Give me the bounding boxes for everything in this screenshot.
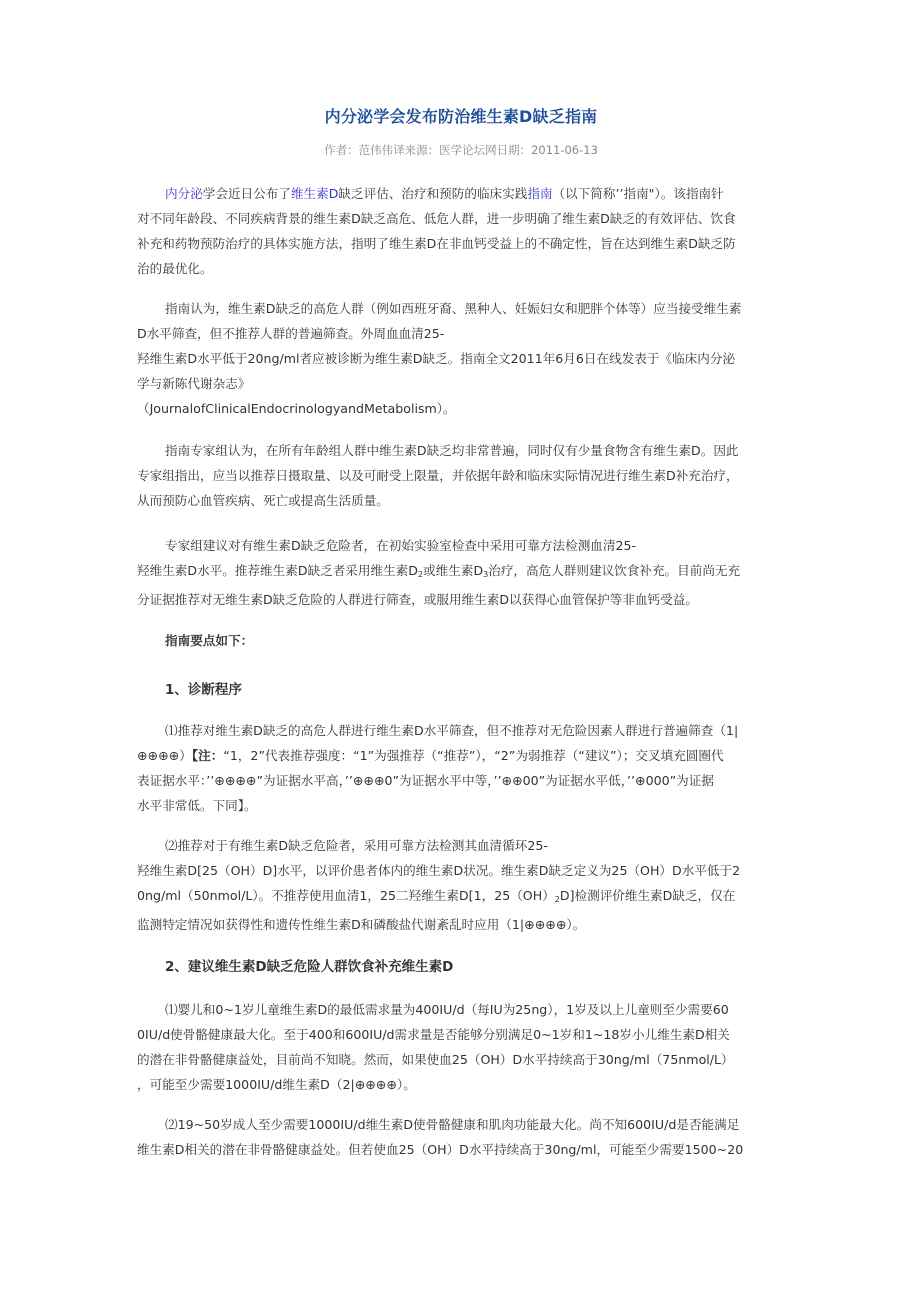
subscript: 2: [554, 895, 560, 904]
paragraph-line: 专家组指出，应当以推荐日摄取量、以及可耐受上限量，并依据年龄和临床实际情况进行维生素D补充治疗，: [137, 468, 739, 483]
text-span: “1，2”代表推荐强度：“1”为强推荐（“推荐”），“2”为弱推荐（“建议”）；交叉填充圆圈代: [223, 748, 724, 763]
paragraph-line: ⑴推荐对维生素D缺乏的高危人群进行维生素D水平筛查，但不推荐对无危险因素人群进行普遍筛查（1|: [165, 723, 739, 738]
paragraph-line: 分证据推荐对无维生素D缺乏危险的人群进行筛查，或服用维生素D以获得心血管保护等非血钙受益。: [137, 592, 698, 607]
paragraph-line: 补充和药物预防治疗的具体实施方法，指明了维生素D在非血钙受益上的不确定性，旨在达到维生素D缺乏防: [137, 236, 736, 251]
link-guideline[interactable]: 指南: [527, 186, 553, 201]
expert-view-paragraph: [137, 438, 785, 513]
paragraph-line: 监测特定情况如获得性和遗传性维生素D和磷酸盐代谢紊乱时应用（1|⊕⊕⊕⊕）。: [137, 917, 586, 932]
paragraph-line: 专家组建议对有维生素D缺乏危险者，在初始实验室检查中采用可靠方法检测血清25-: [165, 538, 637, 553]
text-span: 学会近日公布了: [202, 186, 291, 201]
text-span: （以下简称’’指南"）。该指南针: [552, 186, 724, 201]
paragraph-line: 0IU/d使骨骼健康最大化。至于400和600IU/d需求量是否能够分别满足0~1岁和1~18岁小儿维生素D相关: [137, 1027, 730, 1042]
subscript: 3: [483, 570, 489, 579]
paragraph-line: 指南专家组认为，在所有年龄组人群中维生素D缺乏均非常普遍，同时仅有少量食物含有维生素D。因此: [165, 443, 739, 458]
subscript: 2: [417, 570, 424, 579]
paragraph-line: ⑵推荐对于有维生素D缺乏危险者，采用可靠方法检测其血清循环25-: [165, 838, 548, 853]
paragraph-line: 对不同年龄段、不同疾病背景的维生素D缺乏高危、低危人群，进一步明确了维生素D缺乏的有效评估、饮食: [137, 211, 736, 226]
paragraph-line: 的潜在非骨骼健康益处，目前尚不知晓。然而，如果使血25（OH）D水平持续高于30ng/ml（75nmol/L）: [137, 1052, 734, 1067]
paragraph-line: 羟维生素D[25（OH）D]水平，以评价患者体内的维生素D状况。维生素D缺乏定义为25（OH）D水平低于2: [137, 863, 741, 878]
section-1-item-2: [137, 833, 785, 937]
text-span: D]检测评价维生素D缺乏，仅在: [559, 888, 736, 903]
paragraph-line: 水平非常低。下同】。: [137, 798, 257, 813]
text-span: ⊕⊕⊕⊕）: [137, 748, 192, 763]
paragraph-line: 维生素D相关的潜在非骨骼健康益处。但若使血25（OH）D水平持续高于30ng/ml，可能至少需要1500~20: [137, 1142, 744, 1157]
paragraph-line: （JournalofClinicalEndocrinologyandMetabolism）。: [137, 401, 456, 416]
section-1-heading: 1、诊断程序: [165, 682, 242, 698]
recommendation-paragraph: [137, 533, 785, 612]
article-meta: 作者：范伟伟译来源：医学论坛网日期：2011-06-13: [324, 143, 598, 157]
note-label: 【注：: [191, 748, 224, 763]
intro-paragraph: [137, 181, 785, 281]
paragraph-line: 从而预防心血管疾病、死亡或提高生活质量。: [137, 493, 389, 508]
text-span: 治疗，高危人群则建议饮食补充。目前尚无充: [488, 563, 741, 578]
section-2-item-2: [137, 1112, 785, 1162]
link-vitamin-d[interactable]: 维生素D: [290, 186, 339, 201]
paragraph-line: [137, 883, 785, 912]
paragraph-line: 指南认为，维生素D缺乏的高危人群（例如西班牙裔、黑种人、妊娠妇女和肥胖个体等）应当接受维生素: [165, 301, 742, 316]
article-title: 内分泌学会发布防治维生素D缺乏指南: [324, 107, 598, 126]
risk-group-paragraph: [137, 296, 785, 421]
paragraph-line: [137, 558, 785, 587]
section-2-heading: 2、建议维生素D缺乏危险人群饮食补充维生素D: [165, 959, 454, 975]
paragraph-line: 学与新陈代谢杂志》: [137, 376, 251, 391]
summary-heading: 指南要点如下：: [165, 633, 254, 648]
paragraph-line: ⑴婴儿和0~1岁儿童维生素D的最低需求量为400IU/d（每IU为25ng），1岁及以上儿童则至少需要60: [165, 1002, 729, 1017]
paragraph-line: ，可能至少需要1000IU/d维生素D（2|⊕⊕⊕⊕）。: [137, 1077, 416, 1092]
text-span: 羟维生素D水平。推荐维生素D缺乏者采用维生素D: [137, 563, 418, 578]
paragraph-line: D水平筛查，但不推荐人群的普遍筛查。外周血血清25-: [137, 326, 445, 341]
paragraph-line: ⑵19~50岁成人至少需要1000IU/d维生素D使骨骼健康和肌肉功能最大化。尚不知600IU/d是否能满足: [165, 1117, 740, 1132]
text-span: 0ng/ml（50nmol/L）。不推荐使用血清1，25二羟维生素D[1，25（OH）: [137, 888, 555, 903]
paragraph-line: 治的最优化。: [137, 261, 213, 276]
paragraph-line: 表证据水平：’’⊕⊕⊕⊕”为证据水平高，’’⊕⊕⊕0”为证据水平中等，’’⊕⊕00”为证据水平低，’’⊕000”为证据: [137, 773, 714, 788]
text-span: 缺乏评估、治疗和预防的临床实践: [338, 186, 528, 201]
section-2-item-1: [137, 997, 785, 1097]
paragraph-line: [137, 743, 785, 768]
text-span: 或维生素D: [423, 563, 484, 578]
link-endocrinology[interactable]: 内分泌: [165, 186, 203, 201]
section-1-item-1: [137, 718, 785, 818]
paragraph-line: 羟维生素D水平低于20ng/ml者应被诊断为维生素D缺乏。指南全文2011年6月6日在线发表于《临床内分泌: [137, 351, 736, 366]
paragraph-line: [137, 181, 785, 206]
